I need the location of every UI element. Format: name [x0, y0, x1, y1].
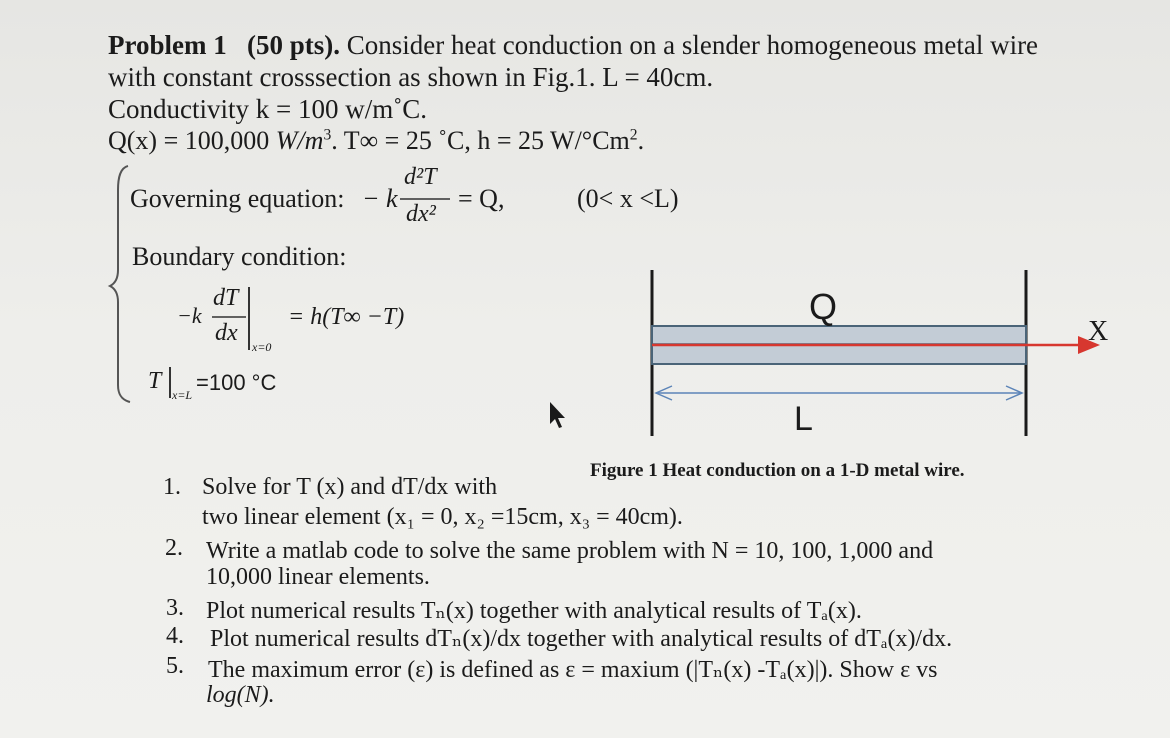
bc2-eval: x=L: [172, 388, 193, 402]
task-2-line-2: 10,000 linear elements.: [206, 564, 430, 590]
figure-x-label: X: [1088, 316, 1109, 347]
task-1-line-2: two linear element (x₁ = 0, x₂ =15cm, x₃ = 40cm).: [202, 504, 683, 530]
tinf-end: .: [637, 126, 645, 155]
task-3-num: 3.: [166, 595, 184, 621]
gov-numerator: d²T: [404, 164, 437, 190]
q-unit: W/m: [275, 126, 324, 155]
task-2-num: 2.: [165, 535, 183, 561]
q-unit-exp: 3: [323, 126, 332, 144]
bc1-rhs: = h(T∞ −T): [288, 304, 405, 330]
task-5-num: 5.: [166, 653, 184, 679]
bc1-denominator: dx: [215, 320, 238, 346]
bc2-T: T: [148, 368, 162, 394]
domain: (0< x <L): [577, 184, 679, 213]
problem-line-2: with constant crosssection as shown in Fig.1. L = 40cm.: [108, 62, 714, 92]
task-2-line-1: Write a matlab code to solve the same problem with N = 10, 100, 1,000 and: [206, 538, 934, 564]
gov-rhs: = Q,: [458, 184, 505, 213]
gov-denominator: dx²: [406, 201, 436, 227]
bc1-numerator: dT: [213, 285, 239, 311]
figure-l-label: L: [794, 400, 813, 438]
figure-q-label: Q: [809, 286, 838, 327]
tinf-text: . T∞ = 25 ˚C, h = 25 W/°Cm: [331, 126, 630, 155]
governing-label: Governing equation:: [130, 184, 345, 213]
task-1-line-1: Solve for T (x) and dT/dx with: [202, 474, 498, 500]
bc2-rhs: =100 °C: [196, 370, 277, 395]
bc1-neg-k: −k: [177, 303, 202, 328]
bc1-eval: x=0: [252, 340, 272, 354]
task-5-line-2: log(N).: [206, 682, 275, 708]
tinf-exp: 2: [629, 126, 638, 144]
problem-number: Problem 1: [108, 30, 227, 60]
figure-caption: Figure 1 Heat conduction on a 1-D metal wire.: [590, 460, 965, 481]
gov-neg-k: − k: [362, 184, 398, 213]
task-3-line-1: Plot numerical results Tₙ(x) together with analytical results of Tₐ(x).: [206, 598, 862, 624]
conductivity-line: Conductivity k = 100 w/m˚C.: [108, 94, 427, 124]
task-4-line-1: Plot numerical results dTₙ(x)/dx together with analytical results of dTₐ(x)/dx.: [210, 626, 953, 652]
task-5-line-1: The maximum error (ε) is defined as ε = maxium (|Tₙ(x) -Tₐ(x)|). Show ε vs: [208, 657, 938, 683]
boundary-label: Boundary condition:: [132, 242, 347, 271]
task-4-num: 4.: [166, 623, 184, 649]
mouse-cursor-icon: [550, 402, 565, 428]
q-label: Q(x) = 100,000: [108, 126, 270, 155]
problem-text-1: Consider heat conduction on a slender homogeneous metal wire: [346, 30, 1039, 60]
problem-points: (50 pts).: [246, 30, 340, 60]
task-1-num: 1.: [163, 474, 181, 500]
